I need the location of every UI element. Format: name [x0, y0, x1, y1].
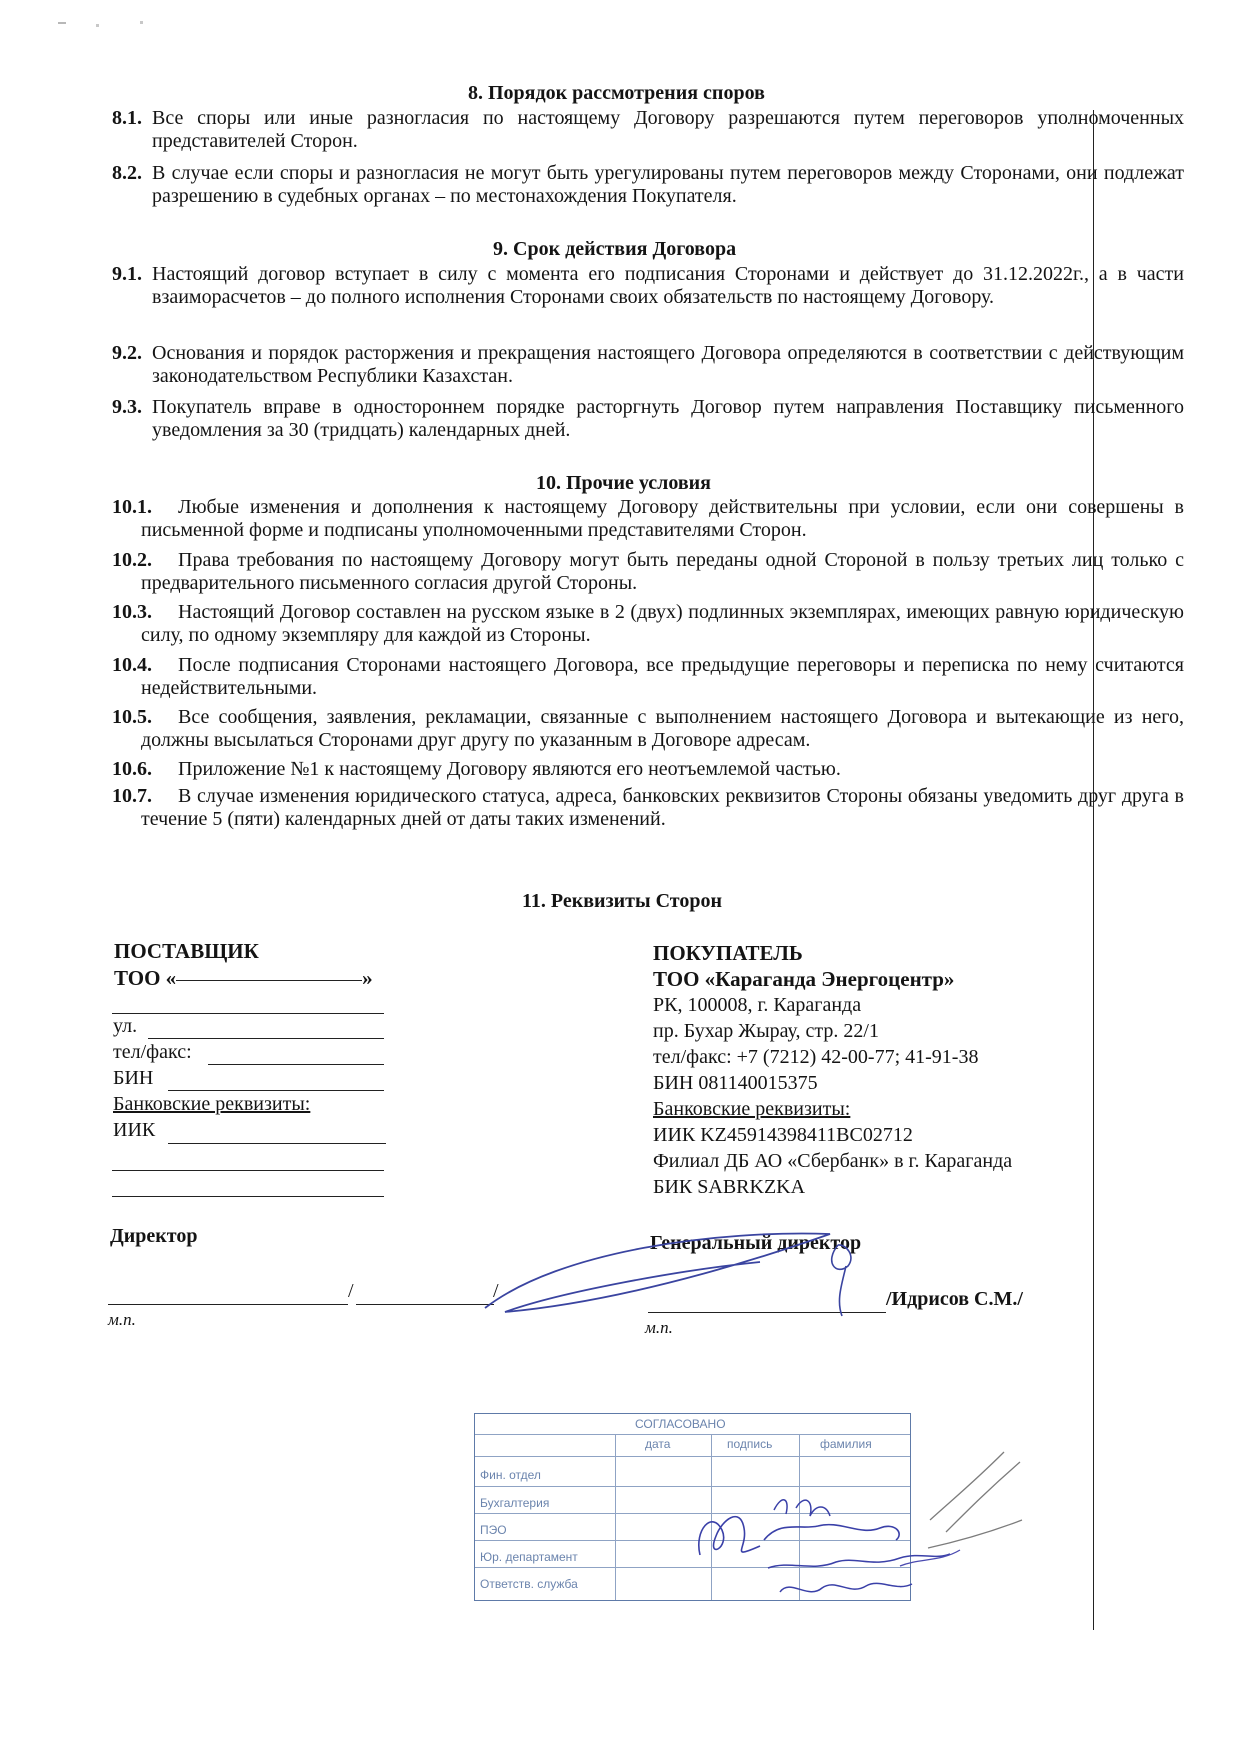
supplier-org-blank — [176, 980, 362, 981]
buyer-bank: Филиал ДБ АО «Сбербанк» в г. Караганда — [653, 1150, 1013, 1172]
stamp-grid-line — [615, 1434, 616, 1600]
approval-stamp-title: СОГЛАСОВАНО — [635, 1417, 726, 1431]
clause-text: Настоящий договор вступает в силу с момента его подписания Сторонами и действует до 31.12.2022г., а в части взаиморасчетов – до полного исполнения Сторонами своих обязательств по настоящему Договору. — [152, 263, 1184, 308]
stamp-row-label: Бухгалтерия — [480, 1496, 550, 1510]
supplier-blank-line-2 — [112, 1170, 384, 1171]
supplier-street-line — [148, 1038, 384, 1039]
clause-number: 9.1. — [112, 263, 142, 285]
stamp-row-label: Ответств. служба — [480, 1577, 578, 1591]
supplier-org — [114, 966, 373, 991]
clause-10-5 — [112, 706, 1184, 752]
clause-9-1 — [112, 263, 1184, 309]
stamp-row-label: ПЭО — [480, 1523, 507, 1537]
stamp-grid-line — [475, 1486, 910, 1487]
buyer-bin: БИН 081140015375 — [653, 1072, 818, 1094]
stamp-grid-line — [475, 1456, 910, 1457]
clause-text: Любые изменения и дополнения к настоящему Договору действительны при условии, если они совершены в письменной форме и подписаны уполномоченными представителями Сторон. — [141, 496, 1184, 541]
clause-number: 10.4. — [112, 654, 152, 676]
supplier-bin-line — [168, 1090, 384, 1091]
stamp-row-label: Юр. департамент — [480, 1550, 578, 1564]
section-10-heading: 10. Прочие условия — [536, 472, 711, 494]
buyer-signatory: /Идрисов С.М./ — [886, 1288, 1023, 1310]
clause-10-6 — [112, 758, 1184, 781]
supplier-sign-title: Директор — [110, 1225, 198, 1247]
clause-10-7 — [112, 785, 1184, 831]
stamp-row-label: Фин. отдел — [480, 1468, 541, 1482]
section-9-heading: 9. Срок действия Договора — [493, 238, 737, 260]
clause-text: В случае если споры и разногласия не могут быть урегулированы путем переговоров между Сторонами, они подлежат разрешению в судебных органах – по местонахождения Покупателя. — [152, 162, 1184, 207]
clause-10-1 — [112, 496, 1184, 542]
clause-8-2 — [112, 162, 1184, 208]
supplier-phone-label: тел/факс: — [113, 1041, 192, 1063]
clause-text: Все споры или иные разногласия по настоящему Договору разрешаются путем переговоров уполномоченных представителей Сторон. — [152, 107, 1184, 152]
clause-9-3 — [112, 396, 1184, 442]
clause-number: 8.2. — [112, 162, 142, 184]
clause-number: 9.3. — [112, 396, 142, 418]
stamp-grid-line — [475, 1513, 910, 1514]
clause-text: Основания и порядок расторжения и прекращения настоящего Договора определяются в соответствии с действующим законодательством Республики Казахстан. — [152, 342, 1184, 387]
buyer-bik: БИК SABRKZKA — [653, 1176, 806, 1198]
supplier-blank-line-3 — [112, 1196, 384, 1197]
buyer-title: ПОКУПАТЕЛЬ — [653, 941, 803, 965]
buyer-iik: ИИК KZ45914398411BC02712 — [653, 1124, 913, 1146]
clause-number: 10.1. — [112, 496, 152, 518]
supplier-title: ПОСТАВЩИК — [114, 939, 259, 963]
buyer-stamp-place: м.п. — [645, 1318, 673, 1337]
stamp-col-signature: подпись — [727, 1437, 773, 1451]
buyer-address-1: РК, 100008, г. Караганда — [653, 994, 862, 1016]
scan-speck — [96, 24, 99, 27]
buyer-org: ТОО «Караганда Энергоцентр» — [653, 967, 955, 991]
clause-10-3 — [112, 601, 1184, 647]
clause-number: 10.5. — [112, 706, 152, 728]
supplier-bank-label: Банковские реквизиты: — [113, 1093, 311, 1115]
margin-line — [1093, 110, 1094, 1630]
stamp-grid-line — [475, 1540, 910, 1541]
supplier-bin-label: БИН — [113, 1067, 154, 1089]
clause-number: 10.2. — [112, 549, 152, 571]
supplier-iik-line — [168, 1143, 386, 1144]
stamp-grid-line — [711, 1434, 712, 1600]
supplier-street-label: ул. — [113, 1015, 138, 1037]
stamp-col-surname: фамилия — [820, 1437, 872, 1451]
clause-number: 10.3. — [112, 601, 152, 623]
supplier-phone-line — [208, 1064, 384, 1065]
clause-text: Все сообщения, заявления, рекламации, связанные с выполнением настоящего Договора и вытекающие из него, должны высылаться Сторонами друг другу по указанным в Договоре адресам. — [141, 706, 1184, 751]
section-8-heading: 8. Порядок рассмотрения споров — [468, 82, 765, 104]
supplier-slash-2: / — [493, 1280, 499, 1302]
buyer-phone: тел/факс: +7 (7212) 42-00-77; 41-91-38 — [653, 1046, 979, 1068]
clause-10-2 — [112, 549, 1184, 595]
buyer-sign-title: Генеральный директор — [650, 1232, 862, 1254]
stamp-grid-line — [475, 1434, 910, 1435]
section-11-heading: 11. Реквизиты Сторон — [522, 890, 722, 912]
buyer-bank-label: Банковские реквизиты: — [653, 1098, 851, 1120]
supplier-slash-1: / — [348, 1280, 354, 1302]
scan-speck — [58, 22, 66, 24]
supplier-blank-line — [112, 1013, 384, 1014]
clause-text: В случае изменения юридического статуса, адреса, банковских реквизитов Стороны обязаны уведомить друг друга в течение 5 (пяти) календарных дней от даты таких изменений. — [141, 785, 1184, 830]
clause-8-1 — [112, 107, 1184, 153]
supplier-org-suffix: » — [362, 966, 373, 990]
stamp-grid-line — [475, 1567, 910, 1568]
buyer-address-2: пр. Бухар Жырау, стр. 22/1 — [653, 1020, 879, 1042]
clause-text: Права требования по настоящему Договору могут быть переданы одной Стороной в пользу третьих лиц только с предварительного письменного согласия другой Стороны. — [141, 549, 1184, 594]
supplier-stamp-place: м.п. — [108, 1310, 136, 1329]
clause-9-2 — [112, 342, 1184, 388]
clause-number: 10.7. — [112, 785, 152, 807]
supplier-signature-line — [108, 1304, 348, 1305]
clause-text: Приложение №1 к настоящему Договору являются его неотъемлемой частью. — [178, 758, 841, 780]
clause-10-4 — [112, 654, 1184, 700]
stamp-col-date: дата — [645, 1437, 671, 1451]
clause-number: 9.2. — [112, 342, 142, 364]
supplier-name-line — [356, 1304, 494, 1305]
buyer-signature-line — [648, 1312, 886, 1313]
stamp-grid-line — [799, 1434, 800, 1600]
scan-speck — [140, 21, 143, 24]
clause-number: 8.1. — [112, 107, 142, 129]
approval-stamp — [474, 1413, 911, 1601]
buyer-details — [653, 940, 1012, 1200]
clause-text: После подписания Сторонами настоящего Договора, все предыдущие переговоры и переписка по нему считаются недействительными. — [141, 654, 1184, 699]
clause-number: 10.6. — [112, 758, 152, 780]
supplier-org-prefix: ТОО « — [114, 966, 177, 990]
clause-text: Настоящий Договор составлен на русском языке в 2 (двух) подлинных экземплярах, имеющих равную юридическую силу, по одному экземпляру для каждой из Стороны. — [141, 601, 1184, 646]
supplier-iik-label: ИИК — [113, 1119, 156, 1141]
clause-text: Покупатель вправе в одностороннем порядке расторгнуть Договор путем направления Поставщику письменного уведомления за 30 (тридцать) календарных дней. — [152, 396, 1184, 441]
